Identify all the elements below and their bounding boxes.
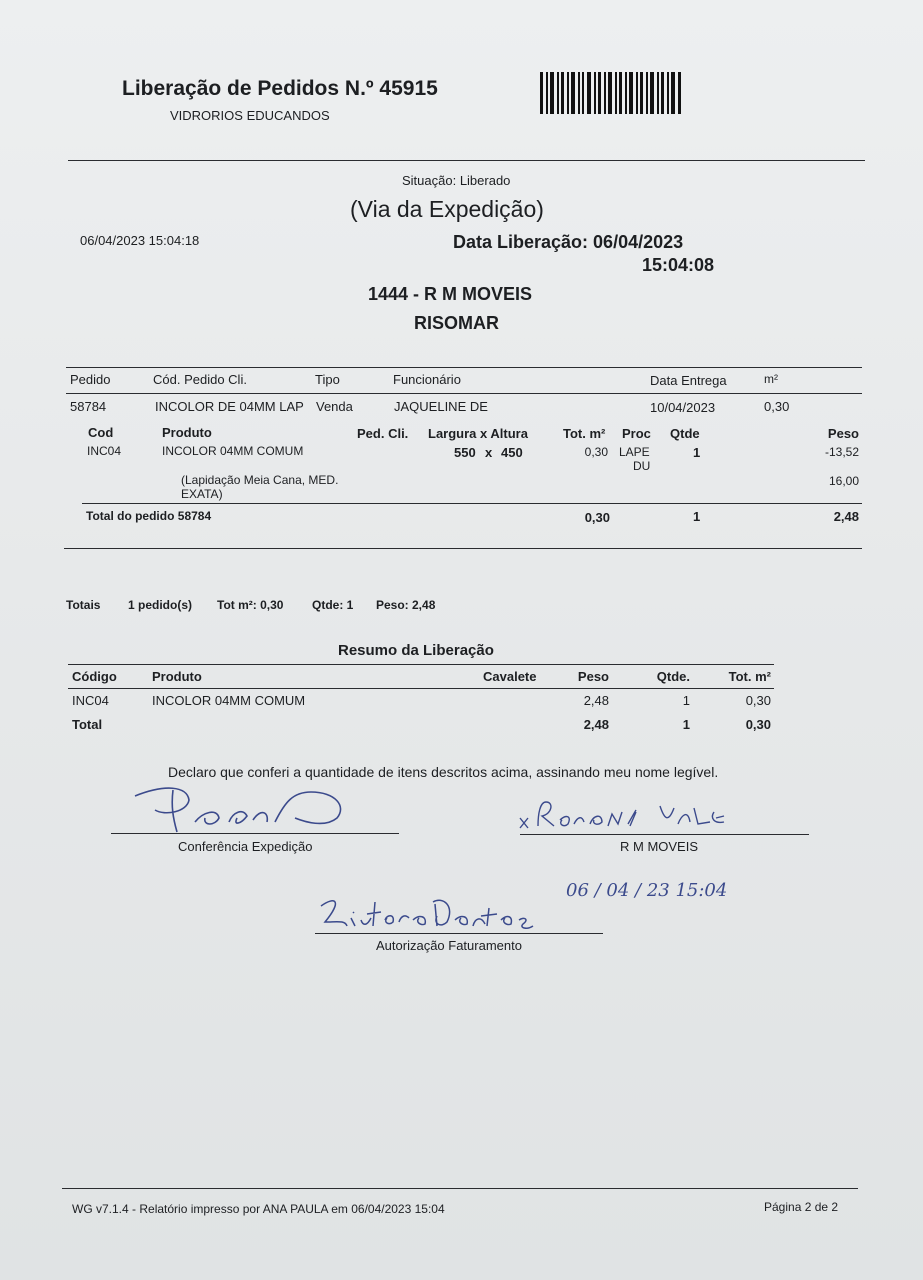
barcode (540, 72, 683, 114)
resumo-header-qtde: Qtde. (656, 669, 690, 684)
item-peso: -13,52 (824, 445, 859, 459)
footer-line (62, 1188, 858, 1189)
item-obs-line2: EXATA) (181, 487, 223, 501)
item-header-tot-m2: Tot. m² (563, 426, 606, 441)
document-title: Liberação de Pedidos N.º 45915 (122, 77, 438, 100)
item-proc-line1: LAPE (619, 445, 650, 459)
order-total-line (82, 503, 862, 504)
item-header-cod: Cod (88, 425, 114, 440)
situacao-text: Situação: Liberado (402, 173, 511, 188)
item-proc-line2: DU (633, 459, 651, 473)
order-total-m2: 0,30 (584, 510, 610, 525)
resumo-row-qtde: 1 (682, 693, 690, 708)
resumo-header-peso: Peso (577, 669, 609, 684)
autorizacao-signature (315, 892, 560, 938)
resumo-row-codigo: INC04 (72, 693, 109, 708)
resumo-row-peso: 2,48 (583, 693, 609, 708)
company-name: VIDRORIOS EDUCANDOS (170, 108, 330, 123)
row-m2: 0,30 (764, 399, 790, 414)
header-pedido: Pedido (70, 372, 111, 387)
totals-pedidos: 1 pedido(s) (128, 598, 193, 612)
row-data-entrega: 10/04/2023 (650, 400, 716, 415)
client-name: 1444 - R M MOVEIS (368, 284, 533, 304)
item-header-produto: Produto (162, 425, 212, 440)
totals-label: Totais (66, 598, 101, 612)
resumo-total-tot-m2: 0,30 (745, 717, 771, 732)
item-obs-peso: 16,00 (828, 474, 859, 488)
resumo-header-tot-m2: Tot. m² (728, 669, 771, 684)
conferencia-label: Conferência Expedição (178, 839, 313, 854)
footer-report-info: WG v7.1.4 - Relatório impresso por ANA PAULA em 06/04/2023 15:04 (72, 1202, 445, 1216)
header-divider (68, 160, 865, 161)
footer-page-number: Página 2 de 2 (764, 1200, 839, 1214)
resumo-row-tot-m2: 0,30 (745, 693, 771, 708)
client-fantasy: RISOMAR (414, 313, 499, 333)
item-header-largura-altura: Largura x Altura (428, 426, 528, 441)
item-largura: 550 (454, 445, 476, 460)
resumo-row-produto: INCOLOR 04MM COMUM (152, 693, 306, 708)
order-total-peso: 2,48 (833, 509, 859, 524)
item-obs-line1: (Lapidação Meia Cana, MED. (181, 473, 339, 487)
totals-peso: Peso: 2,48 (376, 598, 436, 612)
item-produto: INCOLOR 04MM COMUM (162, 444, 304, 458)
autorizacao-line (315, 933, 603, 934)
header-cod-pedido-cli: Cód. Pedido Cli. (153, 372, 247, 387)
item-qtde: 1 (693, 445, 701, 460)
header-m2: m² (764, 372, 778, 386)
item-x: x (485, 445, 493, 460)
item-altura: 450 (501, 445, 523, 460)
resumo-top-line (68, 664, 774, 665)
resumo-total-label: Total (72, 717, 103, 732)
resumo-header-cavalete: Cavalete (483, 669, 537, 684)
conferencia-signature (125, 778, 365, 840)
totals-qtde: Qtde: 1 (312, 598, 354, 612)
order-total-qtde: 1 (693, 509, 701, 524)
item-header-proc: Proc (622, 426, 651, 441)
item-header-qtde: Qtde (670, 426, 700, 441)
print-datetime: 06/04/2023 15:04:18 (80, 233, 200, 248)
row-pedido: 58784 (70, 399, 107, 414)
data-liberacao-time: 15:04:08 (642, 255, 715, 275)
conferencia-line (111, 833, 399, 834)
header-funcionario: Funcionário (393, 372, 461, 387)
resumo-total-qtde: 1 (682, 717, 690, 732)
header-data-entrega: Data Entrega (650, 373, 727, 388)
resumo-total-peso: 2,48 (583, 717, 609, 732)
totals-m2: Tot m²: 0,30 (217, 598, 284, 612)
cliente-line (520, 834, 809, 835)
cliente-label: R M MOVEIS (620, 839, 699, 854)
declaration-text: Declaro que conferi a quantidade de itens descritos acima, assinando meu nome legível. (168, 764, 719, 780)
row-tipo: Venda (316, 399, 353, 414)
order-table-bottom-line (64, 548, 862, 549)
row-funcionario: JAQUELINE DE (394, 399, 488, 414)
order-total-label: Total do pedido 58784 (86, 509, 212, 523)
via-text: (Via da Expedição) (350, 196, 544, 222)
item-cod: INC04 (87, 444, 122, 458)
item-header-peso: Peso (827, 426, 859, 441)
data-liberacao-date: Data Liberação: 06/04/2023 (453, 232, 684, 252)
order-table-top-line (66, 367, 862, 368)
resumo-title: Resumo da Liberação (338, 642, 494, 659)
resumo-header-line (68, 688, 774, 689)
item-header-ped-cli: Ped. Cli. (357, 426, 409, 441)
order-header-divider (66, 393, 862, 394)
resumo-header-produto: Produto (152, 669, 202, 684)
resumo-header-codigo: Código (72, 669, 117, 684)
header-tipo: Tipo (315, 372, 340, 387)
autorizacao-label: Autorização Faturamento (376, 938, 522, 953)
handwritten-date: 06 / 04 / 23 15:04 (566, 880, 728, 901)
row-cod-pedido-cli: INCOLOR DE 04MM LAP (155, 399, 304, 414)
item-tot-m2: 0,30 (584, 445, 608, 459)
cliente-signature (518, 794, 748, 836)
